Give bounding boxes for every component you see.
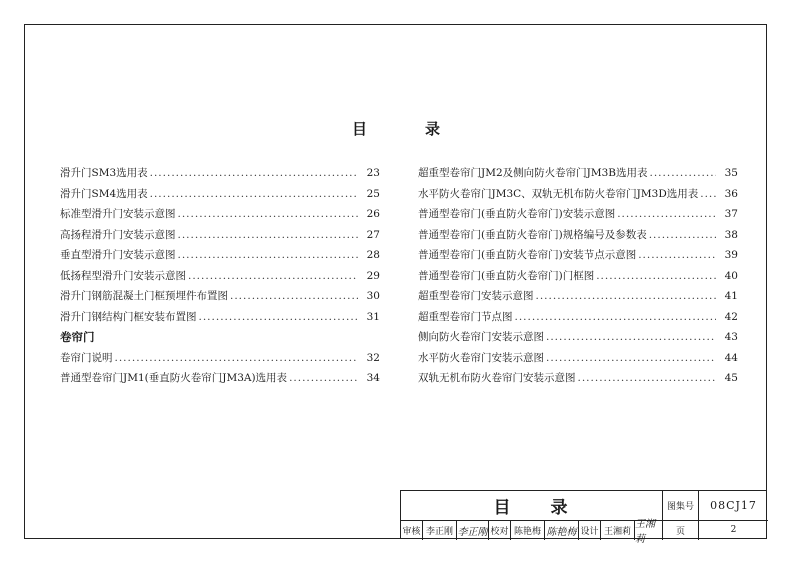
toc-entry[interactable] [60, 227, 380, 248]
toc-entry-page: 25 [366, 187, 380, 200]
title-block-title: 目 录 [401, 491, 663, 520]
leader-dots [186, 270, 358, 282]
toc-entry[interactable] [418, 165, 738, 186]
leader-dots [113, 352, 359, 364]
designer-name: 王湘莉 [601, 520, 635, 540]
checker-signature: 陈艳梅 [545, 520, 579, 540]
reviewer-name: 李正刚 [423, 520, 457, 540]
heading-char-2: 录 [425, 120, 442, 138]
toc-entry[interactable] [60, 309, 380, 330]
title-block-top-row [401, 491, 768, 521]
leader-dots [576, 372, 717, 384]
toc-section-heading [60, 329, 380, 350]
toc-entry-title: 滑升门SM3选用表 [60, 167, 148, 179]
toc-entry-title: 超重型卷帘门安装示意图 [418, 290, 534, 302]
leader-dots [534, 290, 717, 302]
toc-left-column [60, 165, 380, 391]
leader-dots [176, 249, 359, 261]
toc-entry-title: 低扬程型滑升门安装示意图 [60, 269, 186, 282]
toc-entry-title: 普通型卷帘门(垂直防火卷帘门)门框图 [418, 269, 595, 282]
leader-dots [197, 311, 359, 323]
toc-entry[interactable] [60, 206, 380, 227]
section-title: 卷帘门 [60, 330, 95, 344]
toc-entry-page: 30 [366, 290, 380, 302]
toc-entry-page: 40 [724, 269, 738, 282]
leader-dots [698, 188, 716, 200]
toc-entry-page: 26 [366, 208, 380, 220]
design-label: 设计 [579, 520, 601, 540]
toc-entry-page: 29 [366, 269, 380, 282]
page-heading [0, 118, 793, 140]
check-label: 校对 [489, 520, 511, 540]
title-block [400, 490, 767, 545]
leader-dots [176, 208, 359, 220]
toc-entry-page: 39 [724, 249, 738, 261]
toc-entry[interactable] [60, 268, 380, 289]
toc-entry[interactable] [418, 329, 738, 350]
toc-entry-title: 普通型卷帘门(垂直防火卷帘门)安装节点示意图 [418, 249, 637, 261]
leader-dots [176, 229, 359, 241]
toc-entry-title: 普通型卷帘门JM1(垂直防火卷帘门JM3A)选用表 [60, 372, 288, 384]
toc-entry-title: 垂直型滑升门安装示意图 [60, 249, 176, 261]
toc-entry-page: 45 [724, 372, 738, 384]
leader-dots [594, 270, 716, 282]
toc-entry-page: 44 [724, 351, 738, 364]
toc-entry[interactable] [418, 370, 738, 391]
toc-entry-page: 41 [724, 290, 738, 302]
leader-dots [544, 331, 716, 343]
toc-entry[interactable] [418, 288, 738, 309]
toc-right-column [418, 165, 738, 391]
review-label: 审核 [401, 520, 423, 540]
toc-entry[interactable] [418, 309, 738, 330]
toc-entry-title: 普通型卷帘门(垂直防火卷帘门)安装示意图 [418, 208, 616, 220]
toc-entry-title: 水平防火卷帘门JM3C、双轨无机布防火卷帘门JM3D选用表 [418, 187, 699, 200]
toc-entry-page: 38 [724, 228, 738, 241]
leader-dots [148, 188, 358, 200]
toc-entry[interactable] [418, 268, 738, 289]
toc-entry-title: 双轨无机布防火卷帘门安装示意图 [418, 372, 576, 384]
toc-entry[interactable] [418, 350, 738, 371]
heading-char-1: 目 [352, 120, 369, 138]
toc-entry-page: 27 [366, 228, 380, 241]
toc-entry[interactable] [60, 350, 380, 371]
leader-dots [513, 311, 717, 323]
title-block-bottom-row [401, 519, 768, 545]
toc-entry-page: 35 [724, 167, 738, 179]
toc-entry-title: 滑升门钢筋混凝土门框预埋件布置图 [60, 290, 228, 302]
designer-signature: 王湘莉 [635, 520, 663, 540]
toc-entry-page: 42 [724, 310, 738, 323]
leader-dots [648, 167, 717, 179]
toc-entry-title: 卷帘门说明 [60, 351, 113, 364]
toc-entry-page: 32 [366, 351, 380, 364]
toc-entry[interactable] [418, 247, 738, 268]
toc-entry-title: 滑升门钢结构门框安装布置图 [60, 310, 197, 323]
toc-entry[interactable] [418, 206, 738, 227]
leader-dots [636, 249, 716, 261]
toc-entry-title: 滑升门SM4选用表 [60, 187, 148, 200]
toc-entry[interactable] [60, 165, 380, 186]
atlas-number-label: 图集号 [663, 491, 699, 520]
toc-entry[interactable] [60, 288, 380, 309]
toc-entry[interactable] [418, 186, 738, 207]
leader-dots [148, 167, 358, 179]
reviewer-signature: 李正刚 [457, 520, 489, 540]
leader-dots [544, 352, 716, 364]
toc-entry-page: 36 [724, 187, 738, 200]
toc-entry-title: 标准型滑升门安装示意图 [60, 208, 176, 220]
page-label: 页 [663, 520, 699, 540]
atlas-number: 08CJ17 [710, 499, 757, 512]
toc-entry[interactable] [60, 247, 380, 268]
toc-entry-title: 超重型卷帘门节点图 [418, 310, 513, 323]
page-number: 2 [730, 525, 737, 535]
toc-entry[interactable] [60, 370, 380, 391]
toc-entry-page: 37 [724, 208, 738, 220]
leader-dots [615, 208, 716, 220]
toc-entry-page: 31 [366, 310, 380, 323]
toc-entry-title: 水平防火卷帘门安装示意图 [418, 351, 544, 364]
toc-entry-title: 高扬程滑升门安装示意图 [60, 228, 176, 241]
leader-dots [647, 229, 716, 241]
toc-entry-page: 43 [724, 331, 738, 343]
toc-entry[interactable] [418, 227, 738, 248]
leader-dots [287, 372, 358, 384]
toc-entry-page: 23 [366, 167, 380, 179]
checker-name: 陈艳梅 [511, 520, 545, 540]
toc-entry-page: 34 [366, 372, 380, 384]
toc-entry-title: 超重型卷帘门JM2及侧向防火卷帘门JM3B选用表 [418, 167, 648, 179]
toc-entry-title: 侧向防火卷帘门安装示意图 [418, 331, 544, 343]
toc-entry-title: 普通型卷帘门(垂直防火卷帘门)规格编号及参数表 [418, 228, 647, 241]
toc-entry[interactable] [60, 186, 380, 207]
toc-entry-page: 28 [366, 249, 380, 261]
leader-dots [228, 290, 358, 302]
